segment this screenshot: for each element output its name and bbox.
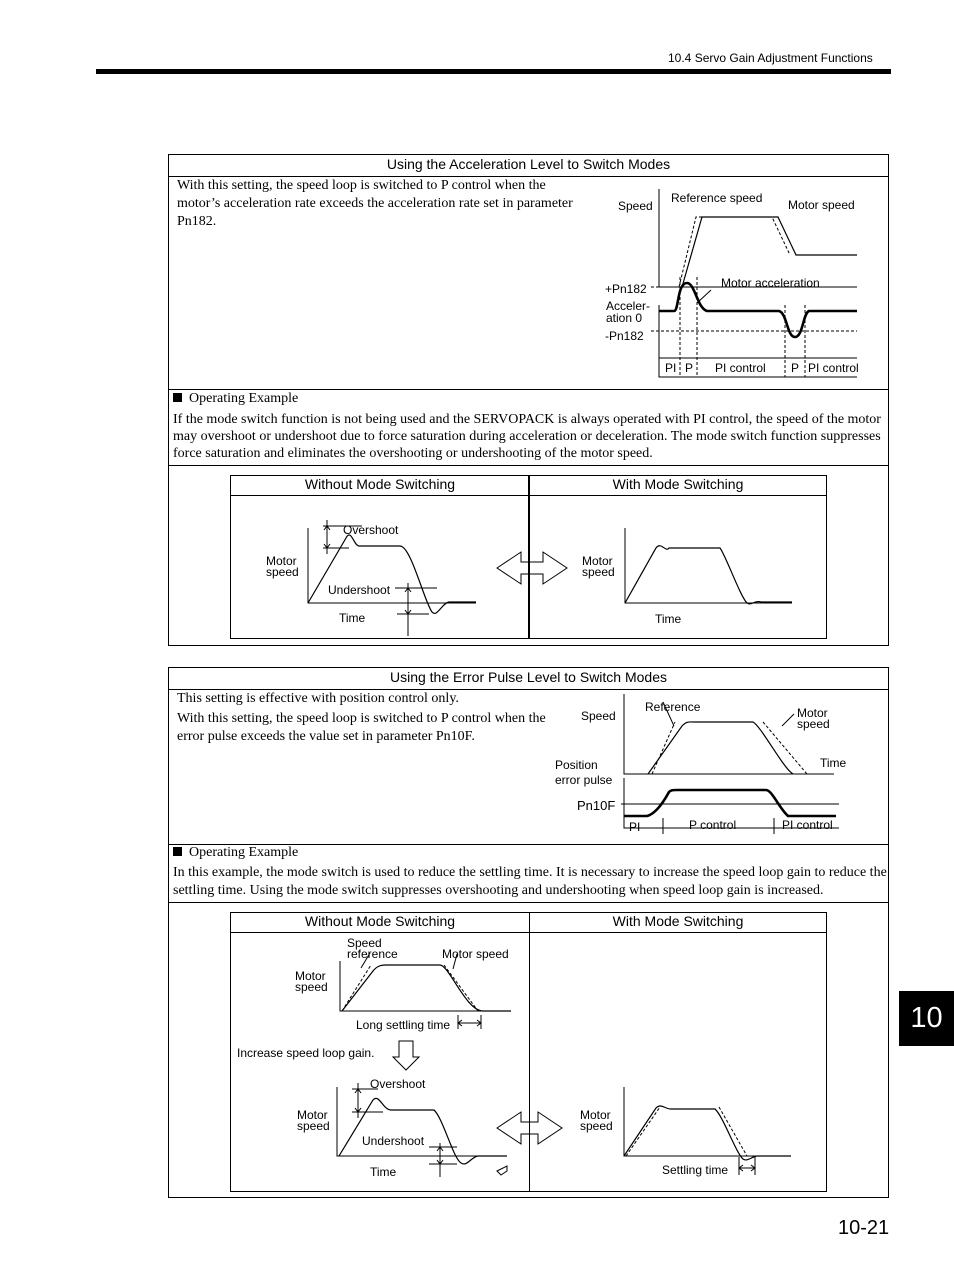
chapter-tab: 10: [899, 991, 954, 1046]
mode-pi: PI: [629, 820, 641, 834]
motor-speed-label: Motor speed: [266, 554, 299, 579]
with-header: With Mode Switching: [612, 476, 744, 492]
reference-label: Reference: [645, 700, 701, 714]
speed-label: Speed: [581, 709, 616, 723]
overshoot-label: Overshoot: [370, 1077, 426, 1091]
settling-time-label: Settling time: [662, 1163, 729, 1177]
description-1: This setting is effective with position control only.: [177, 691, 459, 706]
increase-gain-label: Increase speed loop gain.: [237, 1046, 375, 1060]
box-title: Using the Acceleration Level to Switch Modes: [386, 156, 671, 172]
description: With this setting, the speed loop is switched to P control when the motor’s acceleration rate exceeds the acceleration rate set in parameter Pn182.: [177, 178, 573, 229]
motor-speed-label: Motor speed: [442, 947, 509, 961]
time-label: Time: [370, 1165, 397, 1179]
operating-text: If the mode switch function is not being used and the SERVOPACK is always operated with PI control, the speed of the motor may overshoot or undershoot due to force saturation during acceleration or deceleration. The mode switch function suppresses force saturation and eliminates the overshooting or undershooting of the motor speed.: [173, 412, 881, 461]
motor-speed-label: Motor speed: [788, 198, 855, 212]
speed-reference-label: Speed reference: [347, 936, 398, 961]
with-header: With Mode Switching: [612, 913, 744, 929]
motor-speed-label: Motor speed: [582, 554, 615, 579]
comparison-figure: [231, 476, 828, 640]
mode-pi: PI: [665, 361, 677, 375]
box-title: Using the Error Pulse Level to Switch Modes: [389, 669, 667, 685]
error-pulse-level-box: [168, 667, 889, 1198]
bullet-icon: [173, 847, 182, 856]
motor-acceleration-label: Motor acceleration: [721, 276, 820, 290]
bullet-icon: [173, 393, 182, 402]
acceleration-figure: [169, 155, 890, 395]
comparison-panel: [230, 475, 827, 639]
acceleration-level-box: [168, 154, 889, 646]
reference-speed-label: Reference speed: [671, 191, 763, 205]
running-header: 10.4 Servo Gain Adjustment Functions: [668, 51, 873, 65]
without-header: Without Mode Switching: [304, 913, 456, 929]
motor-speed-label: Motor speed: [297, 1108, 330, 1133]
minus-pn182-label: -Pn182: [605, 329, 644, 343]
speed-label: Speed: [618, 199, 653, 213]
position-error-pulse-label: Position error pulse: [555, 758, 613, 787]
description-2: With this setting, the speed loop is switched to P control when the error pulse exceeds the value set in parameter Pn10F.: [177, 711, 546, 744]
mode-pi-control: PI control: [808, 361, 859, 375]
acceleration-0-label: Acceler- ation 0: [606, 299, 651, 325]
page-number: 10-21: [838, 1217, 890, 1239]
undershoot-label: Undershoot: [328, 583, 391, 597]
header-rule: [96, 69, 891, 74]
mode-p: P: [791, 361, 800, 375]
operating-example-heading: Operating Example: [173, 845, 298, 861]
operating-text: In this example, the mode switch is used to reduce the settling time. It is necessary to increase the speed loop gain to reduce the settling time. Using the mode switch suppresses overshooting and undershooting when speed loop gain is increased.: [173, 865, 887, 898]
divider: [169, 902, 888, 903]
time-label: Time: [655, 612, 682, 626]
comparison-panel: [230, 912, 827, 1192]
divider: [169, 465, 888, 466]
divider: [169, 389, 888, 390]
motor-speed-label: Motor speed: [797, 706, 830, 731]
pn10f-label: Pn10F: [577, 798, 616, 813]
time-label: Time: [339, 611, 366, 625]
time-label: Time: [820, 756, 847, 770]
plus-pn182-label: +Pn182: [605, 282, 647, 296]
operating-example-heading: Operating Example: [173, 391, 298, 407]
motor-speed-label: Motor speed: [295, 969, 328, 994]
overshoot-label: Overshoot: [343, 523, 399, 537]
mode-pi-control: PI control: [782, 818, 833, 832]
without-header: Without Mode Switching: [304, 476, 456, 492]
motor-speed-label: Motor speed: [580, 1108, 613, 1133]
error-pulse-figure: [169, 668, 890, 848]
mode-p: P: [685, 361, 694, 375]
long-settling-time-label: Long settling time: [356, 1018, 451, 1032]
undershoot-label: Undershoot: [362, 1134, 425, 1148]
mode-p-control: P control: [689, 818, 737, 832]
mode-pi-control: PI control: [715, 361, 766, 375]
comparison-figure: [231, 913, 828, 1193]
